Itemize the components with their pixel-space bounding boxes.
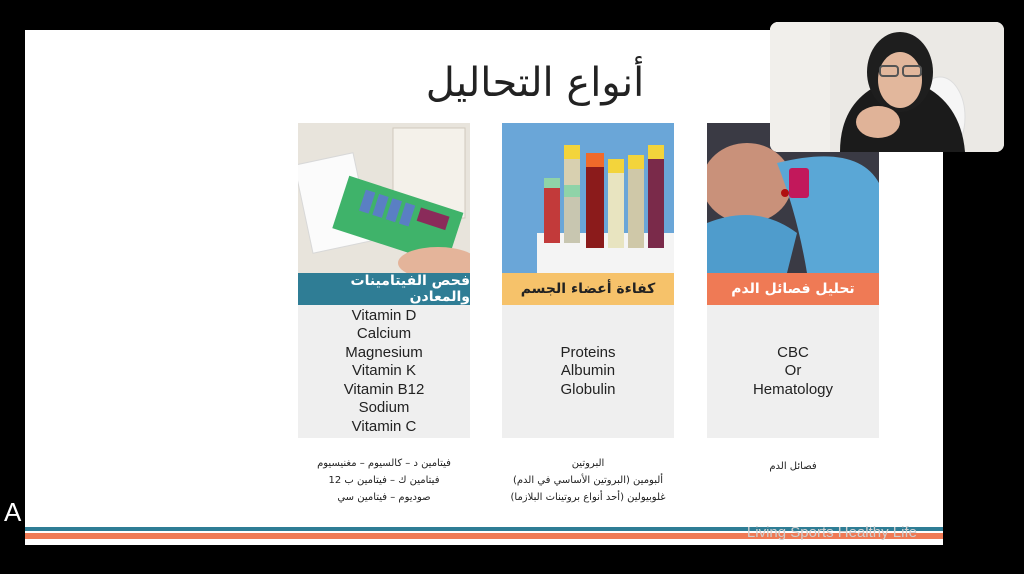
note-line: غلوبيولين (أحد أنواع بروتينات البلازما) bbox=[510, 492, 666, 503]
list-item: Albumin bbox=[560, 362, 616, 380]
list-item: Vitamin D bbox=[351, 306, 417, 324]
slide-title: أنواع التحاليل bbox=[425, 60, 645, 106]
list-item: Vitamin C bbox=[351, 417, 417, 435]
list-item: Vitamin B12 bbox=[343, 380, 425, 398]
note-line: صوديوم – فيتامين سي bbox=[337, 492, 431, 503]
blood-tubes-image bbox=[502, 123, 674, 273]
card-note-blood bbox=[678, 458, 908, 475]
card-vitamins bbox=[298, 123, 470, 438]
list-item: Calcium bbox=[356, 325, 412, 343]
slide-footer-text: Living Sports Healthy Life bbox=[746, 524, 917, 541]
card-note-vitamins bbox=[269, 455, 499, 506]
card-items-list bbox=[298, 305, 470, 438]
card-note-organs bbox=[473, 455, 703, 506]
card-items-list bbox=[502, 305, 674, 438]
note-line: البروتين bbox=[571, 458, 605, 469]
card-blood-types bbox=[707, 123, 879, 438]
card-items-list bbox=[707, 305, 879, 438]
note-line: فيتامين د – كالسيوم – مغنيسيوم bbox=[317, 458, 451, 469]
note-line: فيتامين ك – فيتامين ب 12 bbox=[328, 475, 440, 486]
list-item: Vitamin K bbox=[352, 362, 416, 380]
list-item: Globulin bbox=[560, 380, 616, 398]
card-organ-function bbox=[502, 123, 674, 438]
presenter-video-thumbnail[interactable] bbox=[770, 22, 1004, 152]
list-item: Magnesium bbox=[345, 343, 423, 361]
list-item: CBC bbox=[777, 343, 809, 361]
note-line: فصائل الدم bbox=[769, 461, 817, 472]
vitamin-test-kit-image bbox=[298, 123, 470, 273]
list-item: Hematology bbox=[752, 380, 834, 398]
note-line: ألبومين (البروتين الأساسي في الدم) bbox=[512, 475, 664, 486]
card-header: كفاءة أعضاء الجسم bbox=[502, 273, 674, 305]
list-item: Or bbox=[784, 362, 802, 380]
list-item: Sodium bbox=[358, 399, 410, 417]
list-item: Proteins bbox=[560, 343, 616, 361]
card-header: فحص الفيتامينات والمعادن bbox=[298, 273, 470, 305]
card-header: تحليل فصائل الدم bbox=[707, 273, 879, 305]
participant-name-tag: A bbox=[4, 497, 22, 527]
